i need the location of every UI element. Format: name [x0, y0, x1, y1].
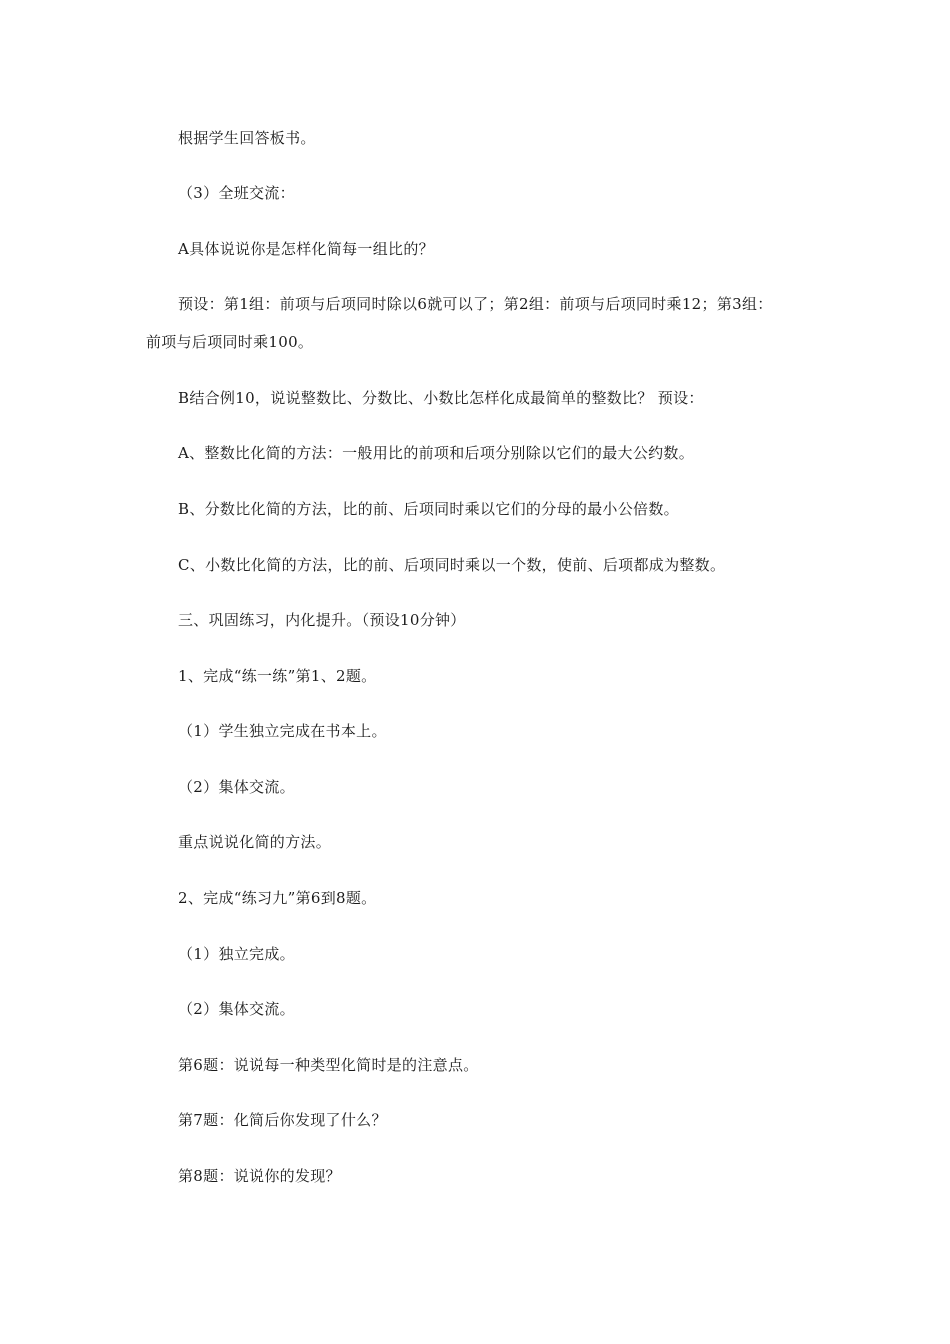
paragraph-board-writing: 根据学生回答板书。: [178, 129, 316, 147]
paragraph-exercise-2-step-1: （1）独立完成。: [178, 945, 295, 963]
paragraph-fraction-ratio: B、分数比化简的方法，比的前、后项同时乘以它们的分母的最小公倍数。: [178, 500, 679, 518]
paragraph-exercise-2: 2、完成“练习九”第6到8题。: [178, 889, 377, 907]
paragraph-key-point: 重点说说化简的方法。: [178, 833, 332, 851]
paragraph-preset-groups-cont: 前项与后项同时乘100。: [146, 333, 314, 351]
paragraph-preset-groups: 预设：第1组：前项与后项同时除以6就可以了；第2组：前项与后项同时乘12；第3组：: [178, 295, 773, 313]
paragraph-question-a: A具体说说你是怎样化简每一组比的？: [178, 240, 434, 258]
paragraph-question-7: 第7题：化简后你发现了什么？: [178, 1111, 387, 1129]
paragraph-question-b: B结合例10，说说整数比、分数比、小数比怎样化成最简单的整数比？ 预设：: [178, 389, 704, 407]
paragraph-exercise-1-step-1: （1）学生独立完成在书本上。: [178, 722, 387, 740]
paragraph-exercise-1: 1、完成“练一练”第1、2题。: [178, 667, 377, 685]
paragraph-exercise-1-step-2: （2）集体交流。: [178, 778, 295, 796]
paragraph-exercise-2-step-2: （2）集体交流。: [178, 1000, 295, 1018]
paragraph-decimal-ratio: C、小数比化简的方法，比的前、后项同时乘以一个数，使前、后项都成为整数。: [178, 556, 726, 574]
paragraph-class-exchange: （3）全班交流：: [178, 184, 295, 202]
paragraph-question-6: 第6题：说说每一种类型化简时是的注意点。: [178, 1056, 479, 1074]
paragraph-integer-ratio: A、整数比化简的方法：一般用比的前项和后项分别除以它们的最大公约数。: [178, 444, 695, 462]
section-heading-practice: 三、巩固练习，内化提升。（预设10分钟）: [178, 611, 466, 629]
paragraph-question-8: 第8题：说说你的发现？: [178, 1167, 341, 1185]
